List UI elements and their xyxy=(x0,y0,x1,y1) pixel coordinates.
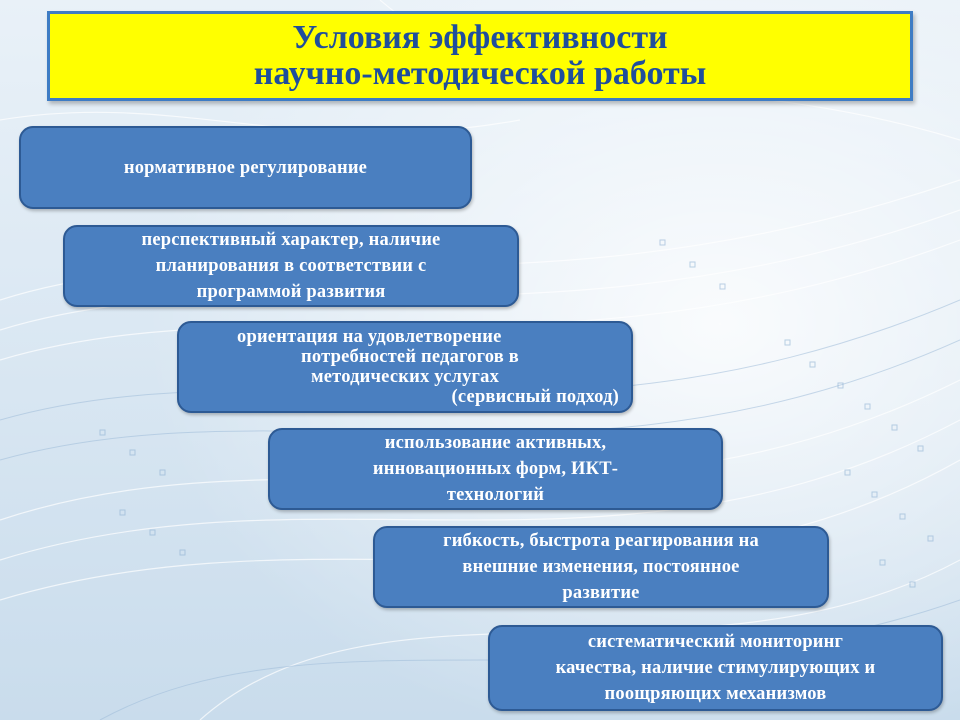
step-perspective-planning xyxy=(63,225,519,307)
step-text-line: (сервисный подход) xyxy=(451,387,619,407)
step-text-line: методических услугах xyxy=(310,367,500,387)
step-text-line: качества, наличие стимулирующих и xyxy=(555,658,876,678)
step-text-line: инновационных форм, ИКТ- xyxy=(372,459,619,479)
step-text-line: развитие xyxy=(562,583,640,603)
step-text-line: нормативное регулирование xyxy=(123,157,368,178)
title-line-1: Условия эффективности xyxy=(292,19,668,56)
step-text-line: потребностей педагогов в xyxy=(301,347,519,367)
step-text-line: программой развития xyxy=(196,282,386,302)
title-line-2: научно-методической работы xyxy=(253,55,707,92)
step-service-approach xyxy=(177,321,633,413)
step-active-forms-ict xyxy=(268,428,723,510)
slide-title xyxy=(47,11,913,101)
step-text-line: ориентация на удовлетворение xyxy=(237,327,502,347)
step-text-line: перспективный характер, наличие xyxy=(141,230,441,250)
step-text-line: использование активных, xyxy=(384,433,607,453)
step-normative-regulation xyxy=(19,126,472,209)
step-text-line: поощряющих механизмов xyxy=(604,684,827,704)
step-text-line: технологий xyxy=(446,485,545,505)
step-text-line: внешние изменения, постоянное xyxy=(462,557,740,577)
step-systematic-monitoring xyxy=(488,625,943,711)
step-text-line: гибкость, быстрота реагирования на xyxy=(443,531,759,551)
step-text-line: систематический мониторинг xyxy=(587,632,844,652)
step-flexibility xyxy=(373,526,829,608)
step-text-line: планирования в соответствии с xyxy=(155,256,427,276)
